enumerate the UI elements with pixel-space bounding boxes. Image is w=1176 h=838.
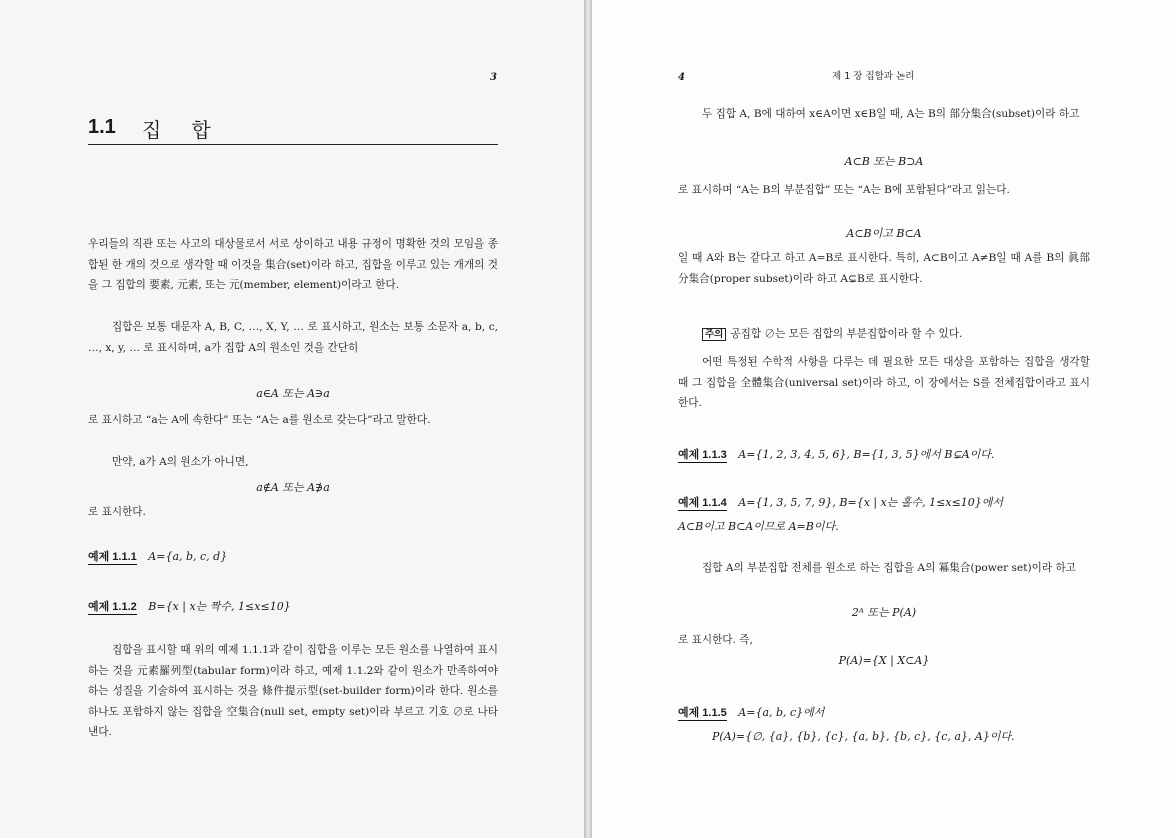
example-1-1-1 bbox=[88, 548, 227, 564]
example-1-1-4 bbox=[678, 494, 1003, 510]
example-body: A={1, 3, 5, 7, 9}, B={x | x는 홀수, 1≤x≤10}에서 bbox=[738, 496, 1004, 509]
example-label: 예제 1.1.3 bbox=[678, 449, 727, 461]
left-page bbox=[0, 0, 584, 838]
paragraph: 집합은 보통 대문자 A, B, C, …, X, Y, … 로 표시하고, 원소는 보통 소문자 a, b, c, …, x, y, … 로 표시하며, a가 집합 A의 원소인 것을 간단히 bbox=[88, 321, 498, 354]
note-label: 주의 bbox=[702, 328, 726, 341]
example-1-1-3 bbox=[678, 446, 994, 462]
section-title: 집합 bbox=[142, 118, 241, 142]
example-label: 예제 1.1.5 bbox=[678, 707, 727, 719]
section-number: 1.1 bbox=[88, 116, 116, 138]
example-label: 예제 1.1.2 bbox=[88, 601, 137, 613]
example-body: A={1, 2, 3, 4, 5, 6}, B={1, 3, 5}에서 B⊊A이다. bbox=[738, 448, 995, 461]
formula: a∉A 또는 A∌a bbox=[256, 481, 330, 494]
paragraph: 로 표시하고 “a는 A에 속한다” 또는 “A는 a를 원소로 갖는다”라고 말한다. bbox=[88, 414, 431, 426]
example-label: 예제 1.1.1 bbox=[88, 551, 137, 563]
example-body: P(A)={∅, {a}, {b}, {c}, {a, b}, {b, c}, {c, a}, A}이다. bbox=[712, 730, 1015, 743]
example-1-1-5 bbox=[678, 704, 824, 720]
example-1-1-2 bbox=[88, 598, 291, 614]
note-text: 공집합 ∅는 모든 집합의 부분집합이라 할 수 있다. bbox=[730, 328, 963, 340]
note bbox=[702, 324, 1090, 346]
running-head: 제 1 장 집합과 논리 bbox=[832, 71, 915, 82]
example-body: B={x | x는 짝수, 1≤x≤10} bbox=[148, 600, 291, 613]
example-body: A={a, b, c}에서 bbox=[738, 706, 825, 719]
paragraph: 우리들의 직관 또는 사고의 대상물로서 서로 상이하고 내용 규정이 명확한 것의 모임을 종합된 한 개의 것으로 생각할 때 이것을 集合(set)이라 하고, 집합을 이루고 있는 개개의 것을 그 집합의 要素, 元素, 또는 元(member, element)이라고 한다. bbox=[88, 238, 498, 292]
paragraph: 집합을 표시할 때 위의 예제 1.1.1과 같이 집합을 이루는 모든 원소를 나열하여 표시하는 것을 元素羅列型(tabular form)이라 하고, 예제 1.1.2와 같이 원소가 만족하여야 하는 성질을 기술하여 표시하는 것을 條件提示型(set-builder form)이라 한다. 원소를 하나도 포함하지 않는 집합을 空集合(null set, empty set)이라 부르고 기호 ∅로 나타낸다. bbox=[88, 644, 498, 739]
formula: A⊂B이고 B⊂A bbox=[846, 227, 922, 240]
paragraph: 두 집합 A, B에 대하여 x∈A이면 x∈B일 때, A는 B의 部分集合(subset)이라 하고 bbox=[702, 108, 1080, 120]
formula: 2ᴬ 또는 P(A) bbox=[851, 606, 917, 619]
paragraph: 어떤 특정된 수학적 사항을 다루는 데 필요한 모든 대상을 포함하는 집합을 생각할 때 그 집합을 全體集合(universal set)이라 하고, 이 장에서는 S를 전체집합이라고 표시한다. bbox=[678, 356, 1090, 410]
page-number: 3 bbox=[490, 72, 497, 83]
right-page bbox=[592, 0, 1176, 838]
page-number: 4 bbox=[678, 72, 685, 83]
paragraph: 로 표시한다. 즉, bbox=[678, 634, 753, 646]
paragraph: 집합 A의 부분집합 전체를 원소로 하는 집합을 A의 冪集合(power set)이라 하고 bbox=[702, 562, 1076, 574]
formula: P(A)={X | X⊂A} bbox=[838, 654, 930, 667]
example-body: A={a, b, c, d} bbox=[148, 550, 228, 563]
example-continuation bbox=[712, 728, 1015, 744]
formula: A⊂B 또는 B⊃A bbox=[844, 155, 924, 168]
book-gutter bbox=[584, 0, 592, 838]
section-heading bbox=[88, 112, 498, 145]
formula: a∈A 또는 A∋a bbox=[256, 387, 330, 400]
example-continuation bbox=[678, 518, 839, 534]
paragraph: 로 표시한다. bbox=[88, 506, 146, 518]
paragraph: 일 때 A와 B는 같다고 하고 A=B로 표시한다. 특히, A⊂B이고 A≠B일 때 A를 B의 眞部分集合(proper subset)이라 하고 A⊊B로 표시한다. bbox=[678, 252, 1090, 285]
example-body: A⊂B이고 B⊂A이므로 A=B이다. bbox=[678, 520, 839, 533]
example-label: 예제 1.1.4 bbox=[678, 497, 727, 509]
paragraph: 만약, a가 A의 원소가 아니면, bbox=[112, 456, 249, 468]
paragraph: 로 표시하며 “A는 B의 부분집합” 또는 “A는 B에 포함된다”라고 읽는다. bbox=[678, 184, 1010, 196]
